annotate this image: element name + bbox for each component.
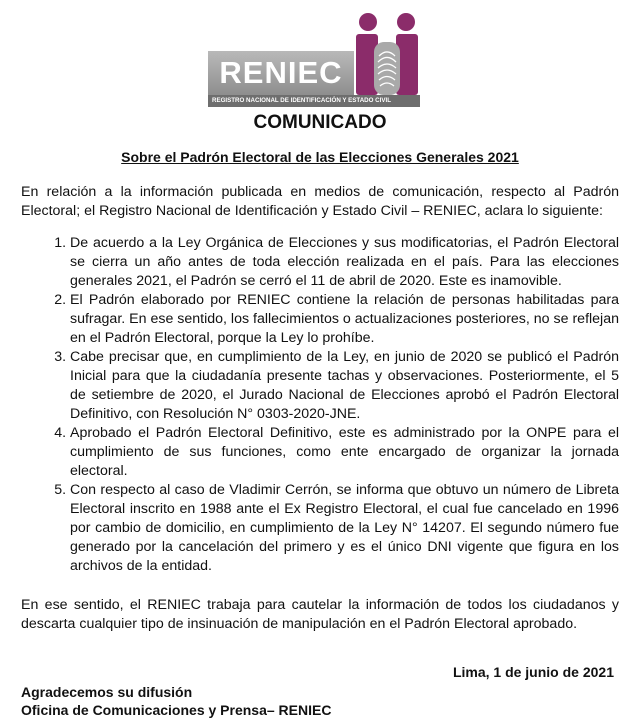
logo-wordmark: RENIEC	[208, 51, 354, 95]
date-line: Lima, 1 de junio de 2021	[452, 664, 614, 680]
closing-paragraph: En ese sentido, el RENIEC trabaja para cautelar la información de todos los ciudadanos y descarta cualquier tipo de insinuación de manipulación en el Padrón Electoral aprobado.	[21, 597, 619, 632]
page-subtitle: Sobre el Padrón Electoral de las Elecciones Generales 2021	[121, 149, 519, 165]
list-item: 4. Aprobado el Padrón Electoral Definitivo, este es administrado por la ONPE para el cumplimiento de sus funciones, como ente encargado de organizar la jornada electoral.	[70, 424, 619, 481]
reniec-logo	[208, 12, 420, 104]
list-item: 2. El Padrón elaborado por RENIEC contiene la relación de personas habilitadas para sufragar. En ese sentido, los fallecimientos o actualizaciones posteriores, no se reflejan en el Padrón Electoral, porque la Ley lo prohíbe.	[70, 291, 619, 348]
points-list	[21, 234, 619, 576]
logo-subtitle: REGISTRO NACIONAL DE IDENTIFICACIÓN Y ESTADO CIVIL	[208, 95, 420, 107]
signature-block	[21, 683, 331, 719]
intro-paragraph: En relación a la información publicada en medios de comunicación, respecto al Padrón Electoral; el Registro Nacional de Identificación y Estado Civil – RENIEC, aclara lo siguiente:	[21, 184, 619, 219]
list-item: 3. Cabe precisar que, en cumplimiento de la Ley, en junio de 2020 se publicó el Padrón Inicial para que la ciudadanía presente tachas y observaciones. Posteriormente, el 5 de setiembre de 2020, el Jurado Nacional de Elecciones aprobó el Padrón Electoral Definitivo, con Resolución N° 0303-2020-JNE.	[70, 348, 619, 424]
signature-line-2: Oficina de Comunicaciones y Prensa– RENIEC	[21, 702, 332, 718]
page-title: COMUNICADO	[253, 112, 387, 133]
reniec-people-icon	[354, 12, 420, 95]
list-item: 1. De acuerdo a la Ley Orgánica de Elecciones y sus modificatorias, el Padrón Electoral se cierra un año antes de toda elección realizada en el país. Para las elecciones generales 2021, el Padrón se cerró el 11 de abril de 2020. Este es inamovible.	[70, 234, 619, 291]
signature-line-1: Agradecemos su difusión	[21, 684, 193, 700]
list-item: 5. Con respecto al caso de Vladimir Cerrón, se informa que obtuvo un número de Libreta Electoral inscrito en 1988 ante el Ex Registro Electoral, el cual fue cancelado en 1996 por cambio de domicilio, en cumplimiento de la Ley N° 14207. El segundo número fue generado por la cancelación del primero y es el único DNI vigente que figura en los archivos de la entidad.	[70, 481, 619, 576]
